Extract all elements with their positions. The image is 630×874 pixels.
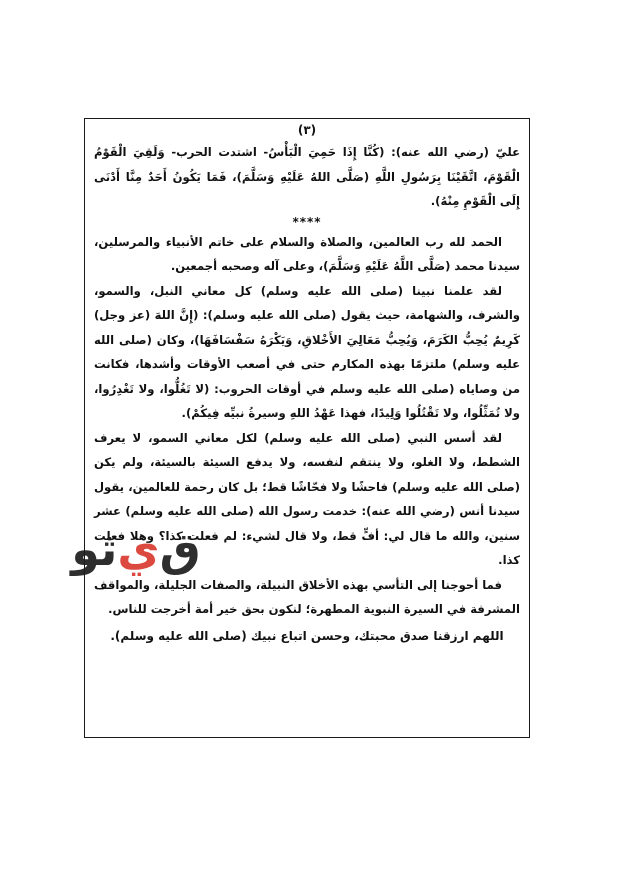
watermark-letter-accent: ي bbox=[117, 522, 160, 576]
noble-ethics-paragraph: لقد علمنا نبينا (صلى الله عليه وسلم) كل معاني النبل، والسمو، والشرف، والشهامة، حيث يقول (صلى الله عليه وسلم): (إِنَّ اللهَ (عز وجل) كَرِيمٌ يُحِبُّ الكَرَمَ، وَيُحِبُّ مَعَالِيَ الأَخْلاقِ، وَيَكْرَهُ سَفْسَافَهَا)، وكان (صلى الله عليه وسلم) ملتزمًا بهذه المكارم حتى في أصعب الأوقات وأشدها، فكانت من وصاياه (صلى الله عليه وسلم في أوقات الحروب: (لا تَغُلُّوا، ولا تَغْدِرُوا، ولا تُمَثِّلُوا، ولا تَقْتُلُوا وَلِيدًا، فهذا عَهْدُ اللهِ وسيرةُ نبيِّه فِيكُمْ). bbox=[94, 283, 520, 420]
watermark-logo bbox=[71, 522, 201, 576]
closing-paragraph: فما أحوجنا إلى التأسي بهذه الأخلاق النبيلة، والصفات الجليلة، والمواقف المشرفة في السيرة النبوية المطهرة؛ لنكون بحق خير أمة أخرجت للناس. bbox=[94, 577, 520, 616]
opening-hadith-paragraph: عليّ (رضي الله عنه): (كُنَّا إِذَا حَمِيَ الْبَأْسُ- اشتدت الحرب- وَلَقِيَ الْقَوْمُ الْقَوْمَ، اتَّقَيْنَا بِرَسُولِ اللَّهِ (صَلَّى اللهُ عَلَيْهِ وَسَلَّمَ)، فَمَا يَكُونُ أَحَدٌ مِنَّا أَدْنَى إِلَى الْقَوْمِ مِنْهُ). bbox=[94, 145, 520, 208]
prophet-conduct-paragraph: لقد أسس النبي (صلى الله عليه وسلم) لكل معاني السمو، لا يعرف الشطط، ولا الغلو، ولا ينتقم لنفسه، ولا يدفع السيئة بالسيئة، ولم يكن (صلى الله عليه وسلم) فاحشًا ولا فحّاشًا قط؛ بل كان رحمة للعالمين، يقول سيدنا أنس (رضي الله عنه): خدمت رسول الله (صلى الله عليه وسلم) عشر سنين، والله ما قال لي: أفٍّ قط، ولا قال لشيء: لم فعلت كذا؟ وهلا فعلت كذا. bbox=[94, 430, 520, 567]
closing-prayer: اللهم ارزقنا صدق محبتك، وحسن اتباع نبيك (صلى الله عليه وسلم). bbox=[110, 628, 504, 643]
watermark-letter-suffix: ثو bbox=[71, 522, 118, 576]
page-number: (٣) bbox=[297, 123, 317, 137]
separator-stars: **** bbox=[292, 214, 322, 229]
watermark-letter-prefix: ق bbox=[159, 522, 201, 576]
praise-paragraph: الحمد لله رب العالمين، والصلاة والسلام على خاتم الأنبياء والمرسلين، سيدنا محمد (صَلَّى اللَّهُ عَلَيْهِ وَسَلَّمَ)، وعلى آله وصحبه أجمعين. bbox=[94, 234, 520, 273]
